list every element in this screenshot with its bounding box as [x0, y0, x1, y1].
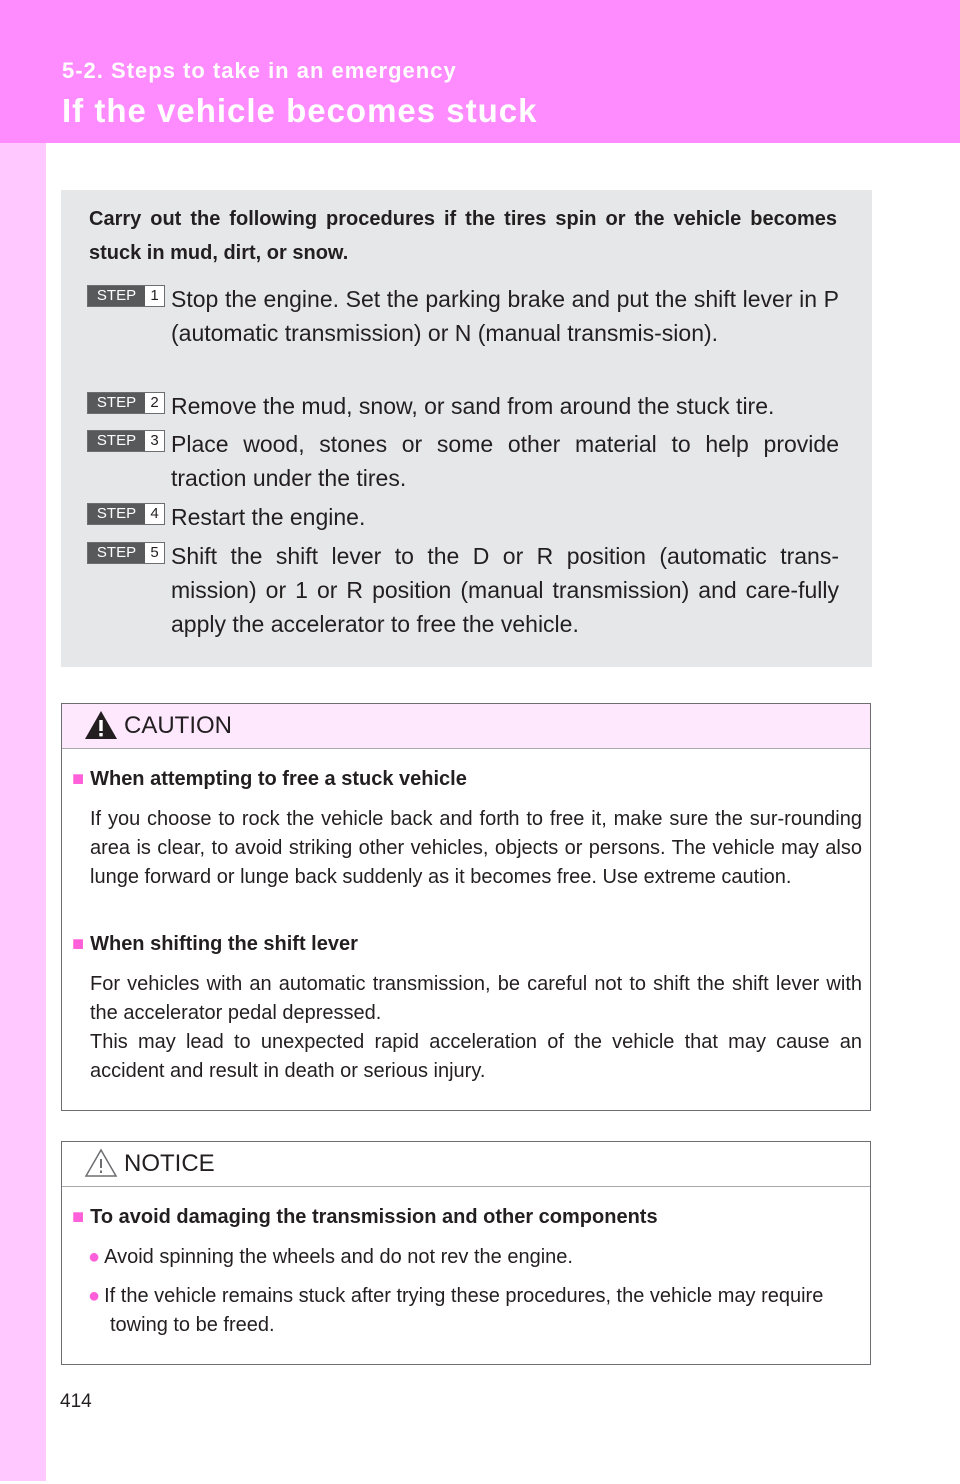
notice-heading: [72, 1206, 658, 1229]
notice-bullet: [88, 1243, 864, 1272]
step-word: STEP: [88, 431, 145, 451]
caution-title: CAUTION: [124, 712, 232, 739]
step-number: 2: [150, 394, 159, 411]
notice-bullet-text: Avoid spinning the wheels and do not rev the engine.: [104, 1246, 573, 1268]
page-number: 414: [60, 1391, 92, 1412]
caution-item-heading: [72, 933, 358, 956]
caution-heading-text: When attempting to free a stuck vehicle: [90, 768, 467, 790]
warning-outline-icon: [84, 1148, 118, 1183]
step-3: [87, 427, 839, 495]
step-badge: [87, 392, 165, 414]
notice-title: NOTICE: [124, 1150, 215, 1177]
caution-body-paragraph: For vehicles with an automatic transmission, be careful not to shift the shift lever with the accelerator pedal depressed.: [90, 973, 862, 1024]
left-margin-stripe: [0, 143, 46, 1481]
step-text: Shift the shift lever to the D or R position (automatic trans-mission) or 1 or R position (manual transmission) and care-fully apply the accelerator to free the vehicle.: [171, 543, 839, 637]
notice-header: [62, 1142, 870, 1187]
step-word: STEP: [88, 543, 145, 563]
page-title: If the vehicle becomes stuck: [62, 92, 538, 129]
caution-item-body: [90, 970, 862, 1086]
notice-bullet: [88, 1282, 864, 1340]
step-word: STEP: [88, 504, 145, 524]
step-number: 3: [150, 432, 159, 449]
section-label: 5-2. Steps to take in an emergency: [62, 58, 457, 83]
step-number: 5: [150, 544, 159, 561]
step-badge: [87, 430, 165, 452]
square-bullet-icon: ■: [72, 1206, 85, 1228]
procedure-intro: Carry out the following procedures if the tires spin or the vehicle becomes stuck in mud, dirt, or snow.: [89, 208, 837, 264]
step-text: Restart the engine.: [171, 504, 366, 530]
square-bullet-icon: ■: [72, 933, 85, 955]
caution-header: [62, 704, 870, 749]
step-text: Place wood, stones or some other material to help provide traction under the tires.: [171, 431, 839, 491]
circle-bullet-icon: ●: [88, 1246, 101, 1268]
step-number: 1: [150, 287, 159, 304]
step-2: [87, 389, 839, 423]
step-text: Remove the mud, snow, or sand from around the stuck tire.: [171, 393, 775, 419]
warning-triangle-icon: [84, 710, 118, 745]
step-badge: [87, 542, 165, 564]
step-word: STEP: [88, 393, 145, 413]
step-badge: [87, 285, 165, 307]
notice-heading-text: To avoid damaging the transmission and other components: [90, 1206, 658, 1228]
step-4: [87, 500, 839, 534]
step-5: [87, 539, 839, 641]
circle-bullet-icon: ●: [88, 1285, 101, 1307]
notice-panel: [61, 1141, 871, 1365]
step-word: STEP: [88, 286, 145, 306]
caution-heading-text: When shifting the shift lever: [90, 933, 358, 955]
caution-body-paragraph: This may lead to unexpected rapid acceleration of the vehicle that may cause an accident and result in death or serious injury.: [90, 1031, 862, 1082]
step-1: [87, 282, 839, 350]
caution-panel: [61, 703, 871, 1111]
step-number: 4: [150, 505, 159, 522]
caution-item-heading: [72, 768, 467, 791]
square-bullet-icon: ■: [72, 768, 85, 790]
step-text: Stop the engine. Set the parking brake and put the shift lever in P (automatic transmission) or N (manual transmis-sion).: [171, 286, 839, 346]
step-badge: [87, 503, 165, 525]
notice-bullet-text: If the vehicle remains stuck after trying these procedures, the vehicle may require towing to be freed.: [104, 1285, 824, 1336]
caution-item-body: If you choose to rock the vehicle back and forth to free it, make sure the sur-rounding area is clear, to avoid striking other vehicles, objects or persons. The vehicle may also lunge forward or lunge back suddenly as it becomes free. Use extreme caution.: [90, 808, 862, 888]
